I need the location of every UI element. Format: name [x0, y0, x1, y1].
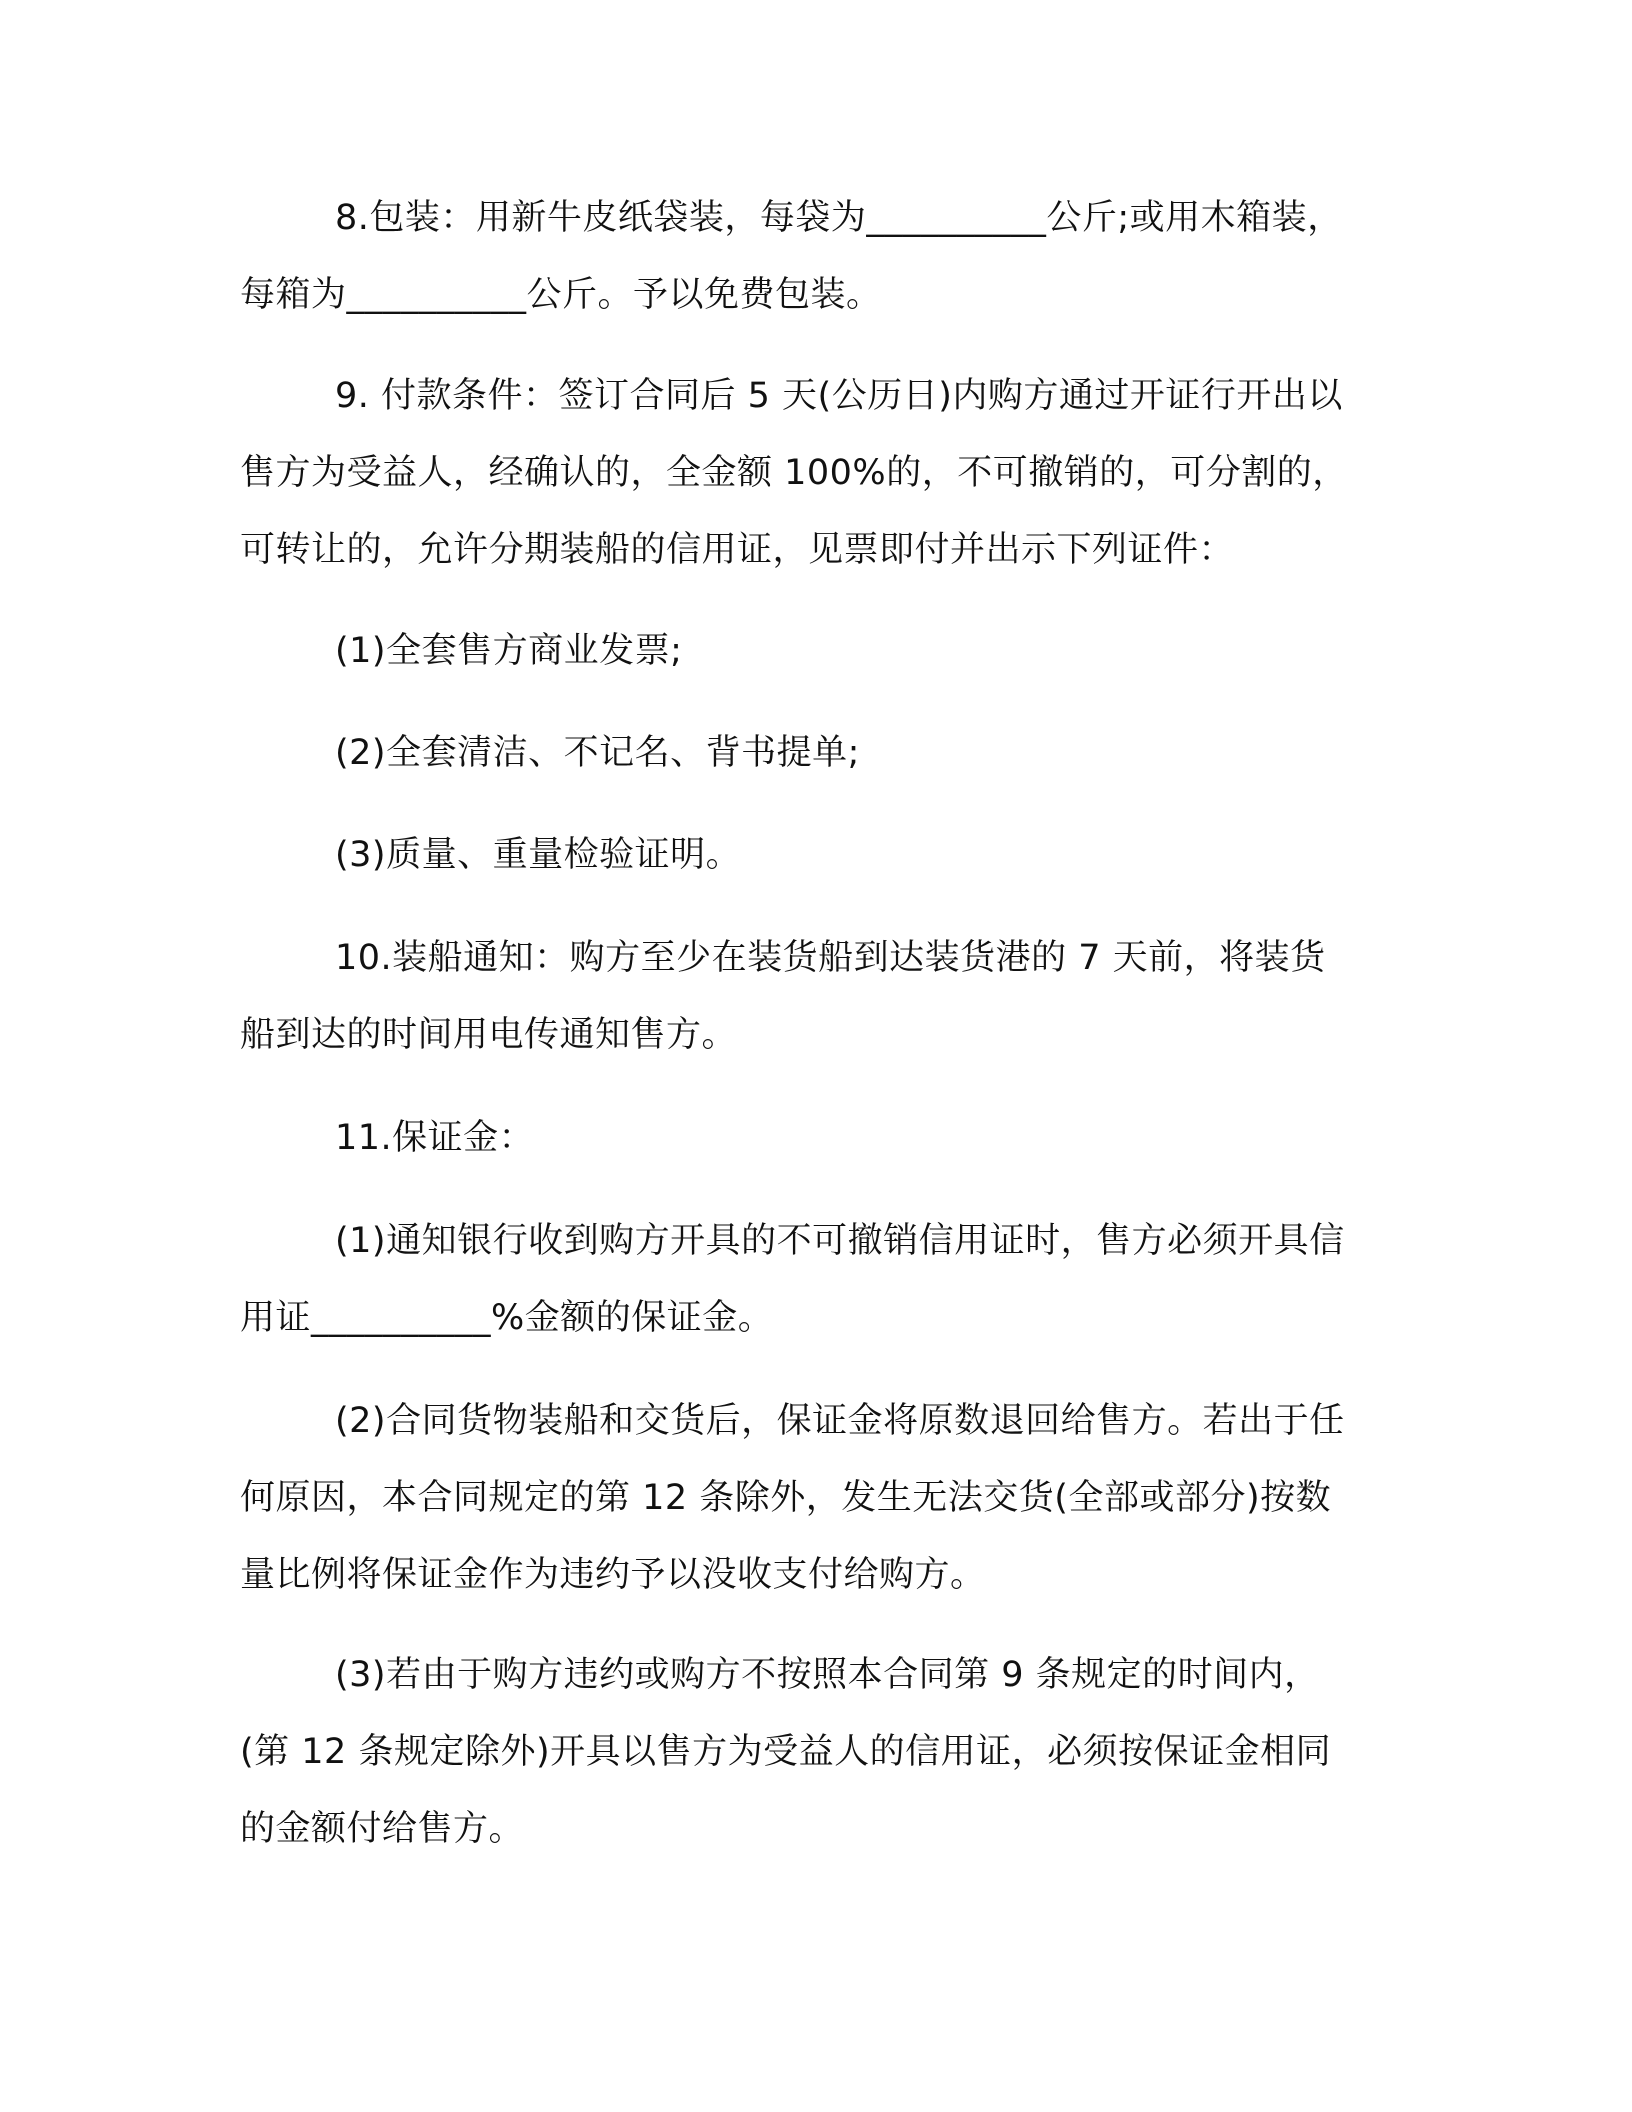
clause-9-item-1-text: (1)全套售方商业发票; — [335, 631, 683, 671]
clause-9-item-3-text: (3)质量、重量检验证明。 — [335, 835, 742, 875]
clause-11-item-3-line-1: (3)若由于购方违约或购方不按照本合同第 9 条规定的时间内， — [335, 1655, 1320, 1695]
clause-11-item-2-line-3: 量比例将保证金作为违约予以没收支付给购方。 — [240, 1555, 986, 1595]
clause-10-line-2: 船到达的时间用电传通知售方。 — [240, 1015, 738, 1055]
clause-9-item-2-text: (2)全套清洁、不记名、背书提单; — [335, 733, 860, 773]
clause-11-item-3-line-3: 的金额付给售方。 — [240, 1809, 525, 1849]
clause-11-item-2-line-1: (2)合同货物装船和交货后，保证金将原数退回给售方。若出于任 — [335, 1401, 1345, 1441]
clause-11-item-1-line-2: 用证__________%金额的保证金。 — [240, 1298, 774, 1338]
clause-10-line-1: 10.装船通知：购方至少在装货船到达装货港的 7 天前，将装货 — [335, 938, 1326, 978]
clause-9-line-2: 售方为受益人，经确认的，全金额 100%的，不可撤销的，可分割的， — [240, 453, 1348, 493]
clause-9-payment-terms — [240, 358, 1400, 589]
clause-8-line-2: 每箱为__________公斤。予以免费包装。 — [240, 275, 882, 315]
clause-11-heading: 11.保证金： — [335, 1118, 535, 1158]
clause-11-item-1-line-1: (1)通知银行收到购方开具的不可撤销信用证时，售方必须开具信 — [335, 1221, 1345, 1261]
clause-11-item-2 — [240, 1383, 1400, 1614]
clause-11-item-3-line-2: (第 12 条规定除外)开具以售方为受益人的信用证，必须按保证金相同 — [240, 1732, 1332, 1772]
clause-11-deposit — [240, 1100, 1400, 1177]
clause-9-item-3 — [240, 817, 1400, 894]
clause-9-line-3: 可转让的，允许分期装船的信用证，见票即付并出示下列证件： — [240, 530, 1235, 570]
clause-11-item-2-line-2: 何原因，本合同规定的第 12 条除外，发生无法交货(全部或部分)按数 — [240, 1478, 1332, 1518]
clause-9-item-2 — [240, 715, 1400, 792]
clause-11-item-3 — [240, 1637, 1400, 1868]
clause-9-item-1 — [240, 613, 1400, 690]
clause-8-packaging — [240, 180, 1400, 334]
clause-11-item-1 — [240, 1203, 1400, 1357]
clause-8-line-1: 8.包装：用新牛皮纸袋装，每袋为__________公斤;或用木箱装， — [335, 198, 1343, 238]
clause-9-line-1: 9. 付款条件：签订合同后 5 天(公历日)内购方通过开证行开出以 — [335, 376, 1343, 416]
clause-10-shipping-notice — [240, 920, 1400, 1074]
